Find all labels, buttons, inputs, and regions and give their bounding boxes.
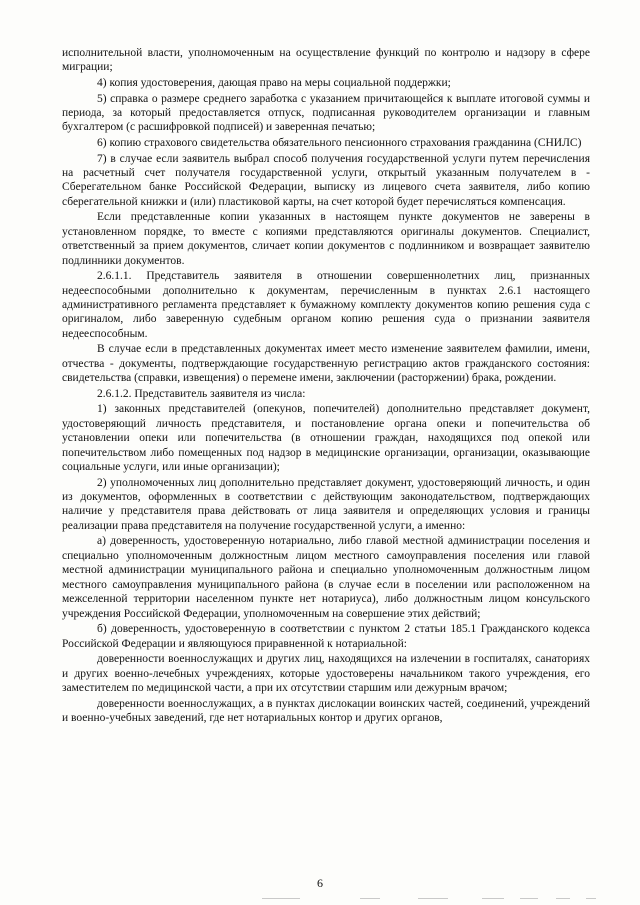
paragraph: доверенности военнослужащих и других лиц, находящихся на излечении в госпиталях, санаториях и других военно-лечебных учреждениях, которые удостоверены начальником такого учреждения, его заместителем по медицинской части, а при их отсутствии старшим или дежурным врачом; <box>62 653 590 694</box>
paragraph: 1) законных представителей (опекунов, попечителей) дополнительно представляет документ, удостоверяющий личность представителя, и постановление органа опеки и попечительства об установлении опеки или попечительства (в отношении граждан, находящихся под опекой или попечительством либо помещенных под надзор в медицинские организации, организации, оказывающие социальные услуги, или иные организации); <box>62 403 590 474</box>
paragraph: 2.6.1.1. Представитель заявителя в отношении совершеннолетних лиц, признанных недееспособными дополнительно к документам, перечисленным в пунктах 2.6.1 настоящего административного регламента представляет к бумажному комплекту документов копию решения суда с оригиналом, либо заверенную судебным органом копию решения суда о признании заявителя недееспособным. <box>62 270 590 340</box>
paragraph: Если представленные копии указанных в настоящем пункте документов не заверены в установленном порядке, то вместе с копиями представляются оригиналы документов. Специалист, ответственный за прием документов, сличает копии документов с подлинником и возвращает заявителю подлинники документов. <box>62 211 590 267</box>
paragraph: 7) в случае если заявитель выбрал способ получения государственной услуги путем перечисления на расчетный счет получателя государственной услуги, открытый указанным получателем в - Сбeрегательном банке Российской Федерации, выписку из лицевого счета заявителя, либо копию сберегательной книжки и (или) пластиковой карты, на счет которой будет перечисляться компенсация. <box>62 152 590 208</box>
paragraph: 4) копия удостоверения, дающая право на меры социальной поддержки; <box>97 77 451 89</box>
paragraph: 5) справка о размере среднего заработка с указанием причитающейся к выплате итоговой суммы и периода, за который предоставляется отпуск, подписанная руководителем организации и главным бухгалтером (с расшифровкой подписей) и заверенная печатью; <box>62 92 590 134</box>
paragraph: 6) копию страхового свидетельства обязательного пенсионного страхования гражданина (СНИЛС) <box>97 137 582 149</box>
paragraph: исполнительной власти, уполномоченным на осуществление функций по контролю и надзору в сфере миграции; <box>62 47 590 74</box>
scan-artifacts <box>0 898 640 902</box>
paragraph: доверенности военнослужащих, а в пунктах дислокации воинских частей, соединений, учреждений и военно-учебных заведений, где нет нотариальных контор и других органов, <box>62 697 590 724</box>
paragraph: 2) уполномоченных лиц дополнительно представляет документ, удостоверяющий личность, и один из документов, оформленных в соответствии с действующим законодательством, подтверждающих наличие у представителя права действовать от лица заявителя и определяющих условия и границы реализации права представителя на получение государственной услуги, а именно: <box>62 476 590 532</box>
page-number: 6 <box>317 876 323 890</box>
document-body <box>62 46 590 727</box>
paragraph: б) доверенность, удостоверенную в соответствии с пунктом 2 статьи 185.1 Гражданского кодекса Российской Федерации и являющуюся приравненной к нотариальной: <box>62 623 590 650</box>
paragraph: а) доверенность, удостоверенную нотариально, либо главой местной администрации поселения и специально уполномоченным должностным лицом местного самоуправления поселения или главой местной администрации муниципального района и специально уполномоченным должностным лицом местного самоуправления муниципального района (в случае если в поселении или расположенном на межселенной территории населенном пункте нет нотариуса), либо должностным лицом консульского учреждения Российской Федерации, уполномоченным на совершение этих действий; <box>62 535 590 620</box>
paragraph: 2.6.1.2. Представитель заявителя из числа: <box>97 387 306 400</box>
paragraph: В случае если в представленных документах имеет место изменение заявителем фамилии, имени, отчества - документы, подтверждающие государственную регистрацию актов гражданского состояния: свидетельства (справки, извещения) о перемене имени, заключении (расторжении) брака, рождении. <box>62 343 590 385</box>
